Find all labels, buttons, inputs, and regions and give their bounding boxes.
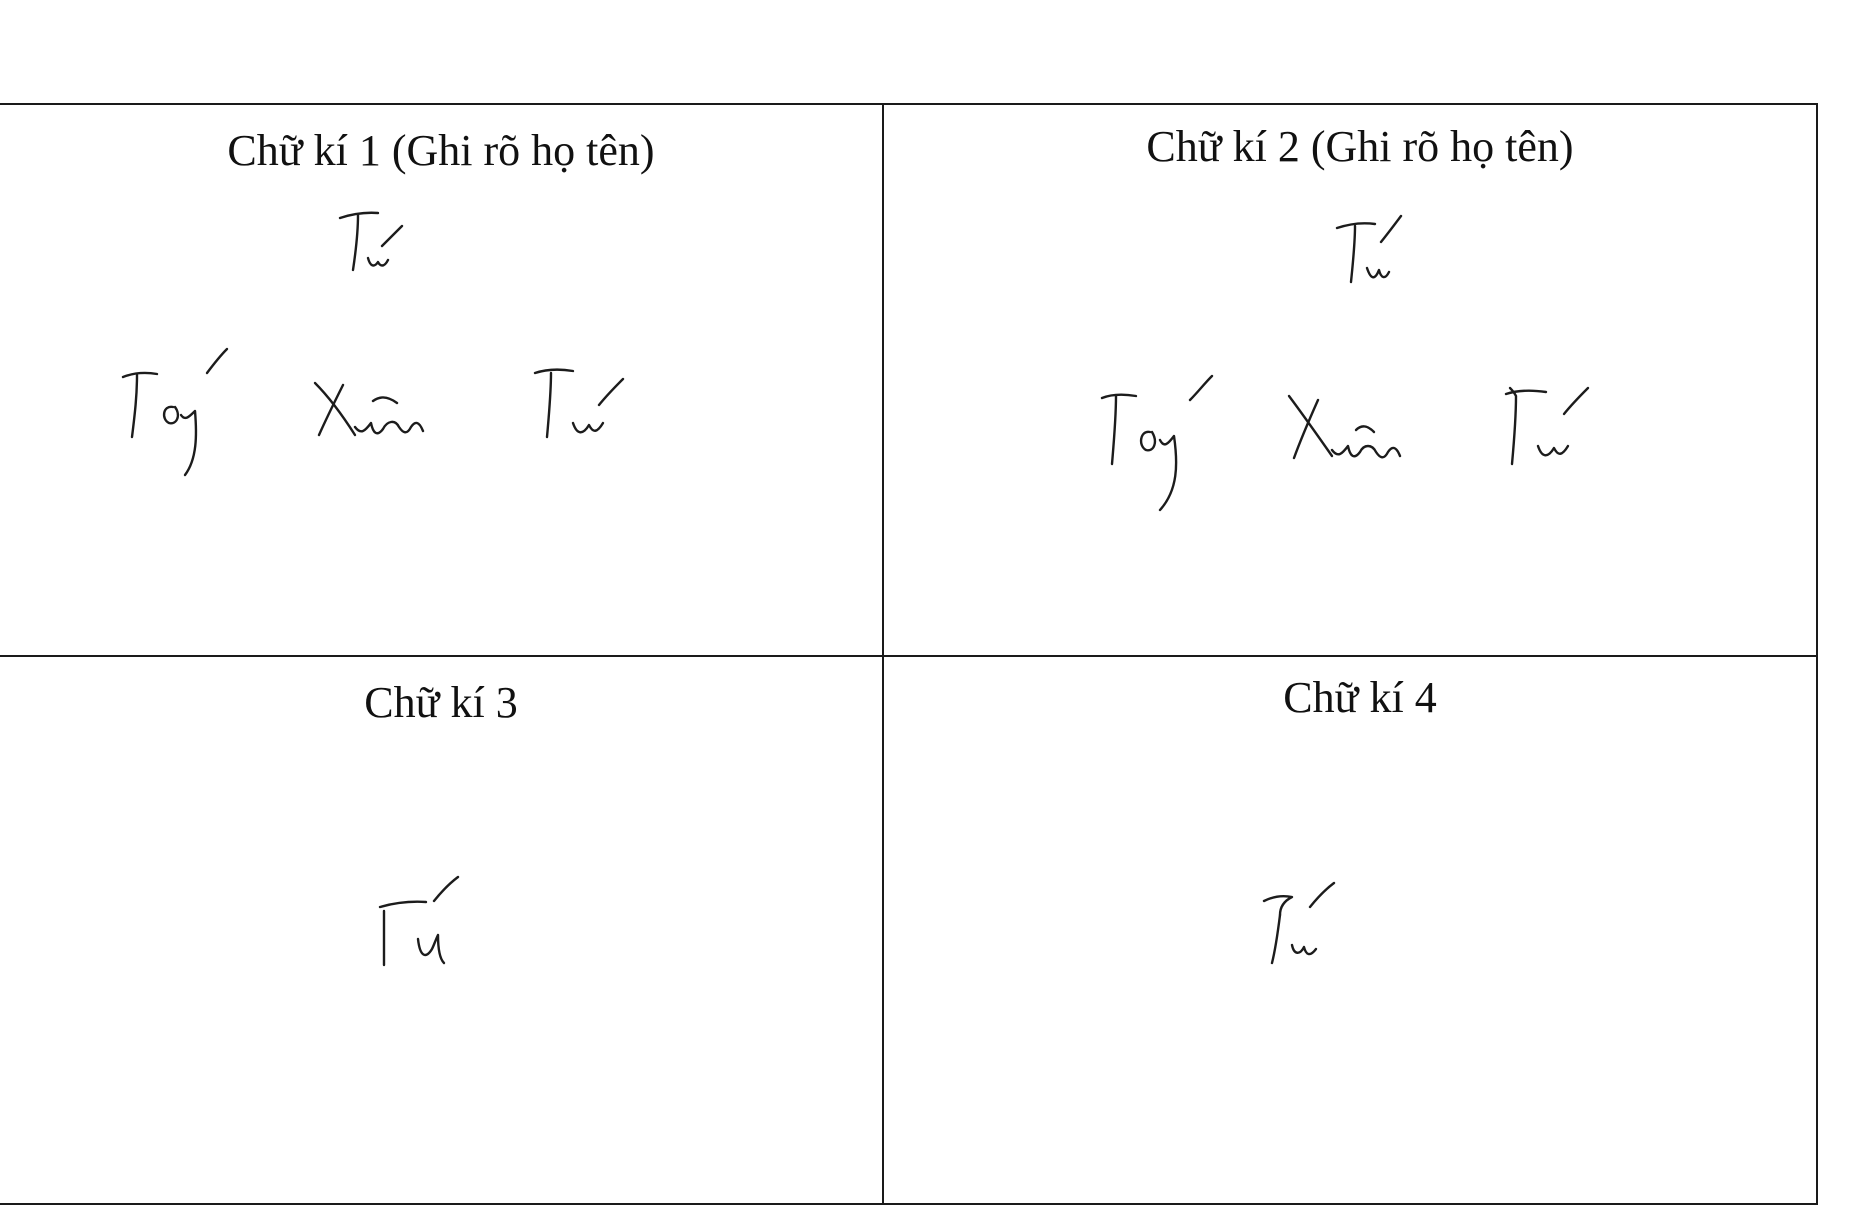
signature-cell-4 (884, 657, 1816, 1203)
signature-cell-3 (0, 657, 884, 1203)
signature-cell-1 (0, 105, 884, 657)
signature-cell-2 (884, 105, 1816, 657)
signature-4-title: Chữ kí 4 (1283, 673, 1437, 722)
signature-3-title: Chữ kí 3 (364, 678, 518, 727)
signature-1-full-name (115, 335, 675, 515)
signature-1-short (330, 200, 440, 290)
signature-4-short (1254, 867, 1384, 977)
signature-3-short (370, 867, 500, 977)
signature-table (0, 103, 1818, 1205)
signature-2-title: Chữ kí 2 (Ghi rõ họ tên) (1146, 122, 1574, 171)
signature-2-full-name (1094, 360, 1654, 540)
signature-2-short (1329, 200, 1439, 300)
signature-1-title: Chữ kí 1 (Ghi rõ họ tên) (227, 126, 655, 175)
